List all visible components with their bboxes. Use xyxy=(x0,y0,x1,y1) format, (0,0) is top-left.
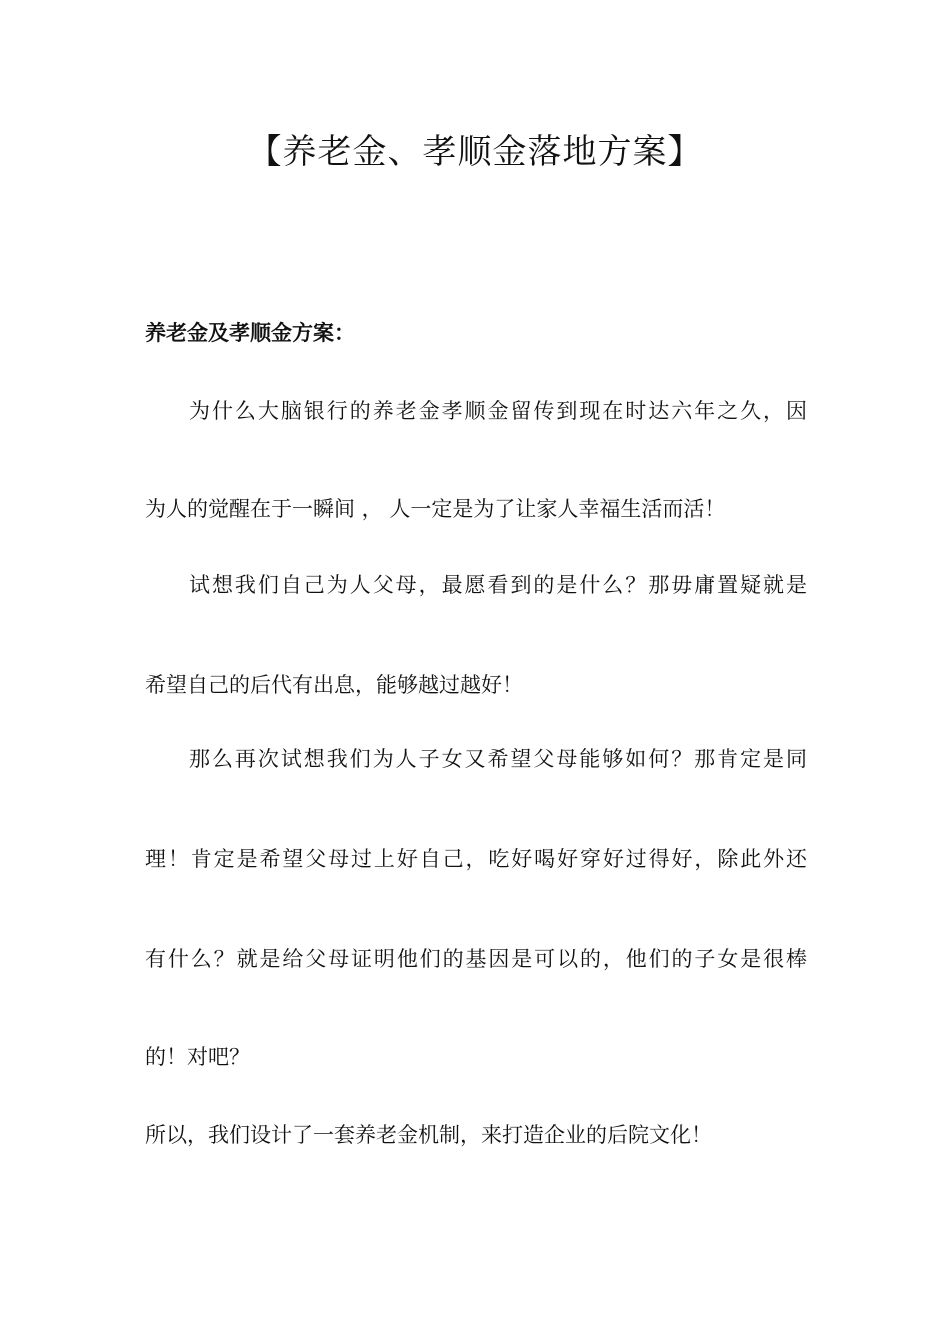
paragraph-3-line-3: 有什么？就是给父母证明他们的基因是可以的，他们的子女是很棒 xyxy=(145,947,807,971)
paragraph-4-line-1: 所以，我们设计了一套养老金机制，来打造企业的后院文化！ xyxy=(145,1123,712,1147)
document-title: 【养老金、孝顺金落地方案】 xyxy=(247,132,703,172)
paragraph-1-line-2: 为人的觉醒在于一瞬间 ， 人一定是为了让家人幸福生活而活！ xyxy=(145,497,726,521)
paragraph-3-line-2: 理！肯定是希望父母过上好自己，吃好喝好穿好过得好，除此外还 xyxy=(145,847,807,871)
paragraph-3-line-1: 那么再次试想我们为人子女又希望父母能够如何？那肯定是同 xyxy=(189,747,807,771)
paragraph-2-line-1: 试想我们自己为人父母，最愿看到的是什么？那毋庸置疑就是 xyxy=(189,573,807,597)
paragraph-3-line-4: 的！对吧？ xyxy=(145,1045,250,1069)
section-heading: 养老金及孝顺金方案： xyxy=(145,320,355,345)
paragraph-2-line-2: 希望自己的后代有出息，能够越过越好！ xyxy=(145,673,523,697)
paragraph-1-line-1: 为什么大脑银行的养老金孝顺金留传到现在时达六年之久，因 xyxy=(189,399,807,423)
